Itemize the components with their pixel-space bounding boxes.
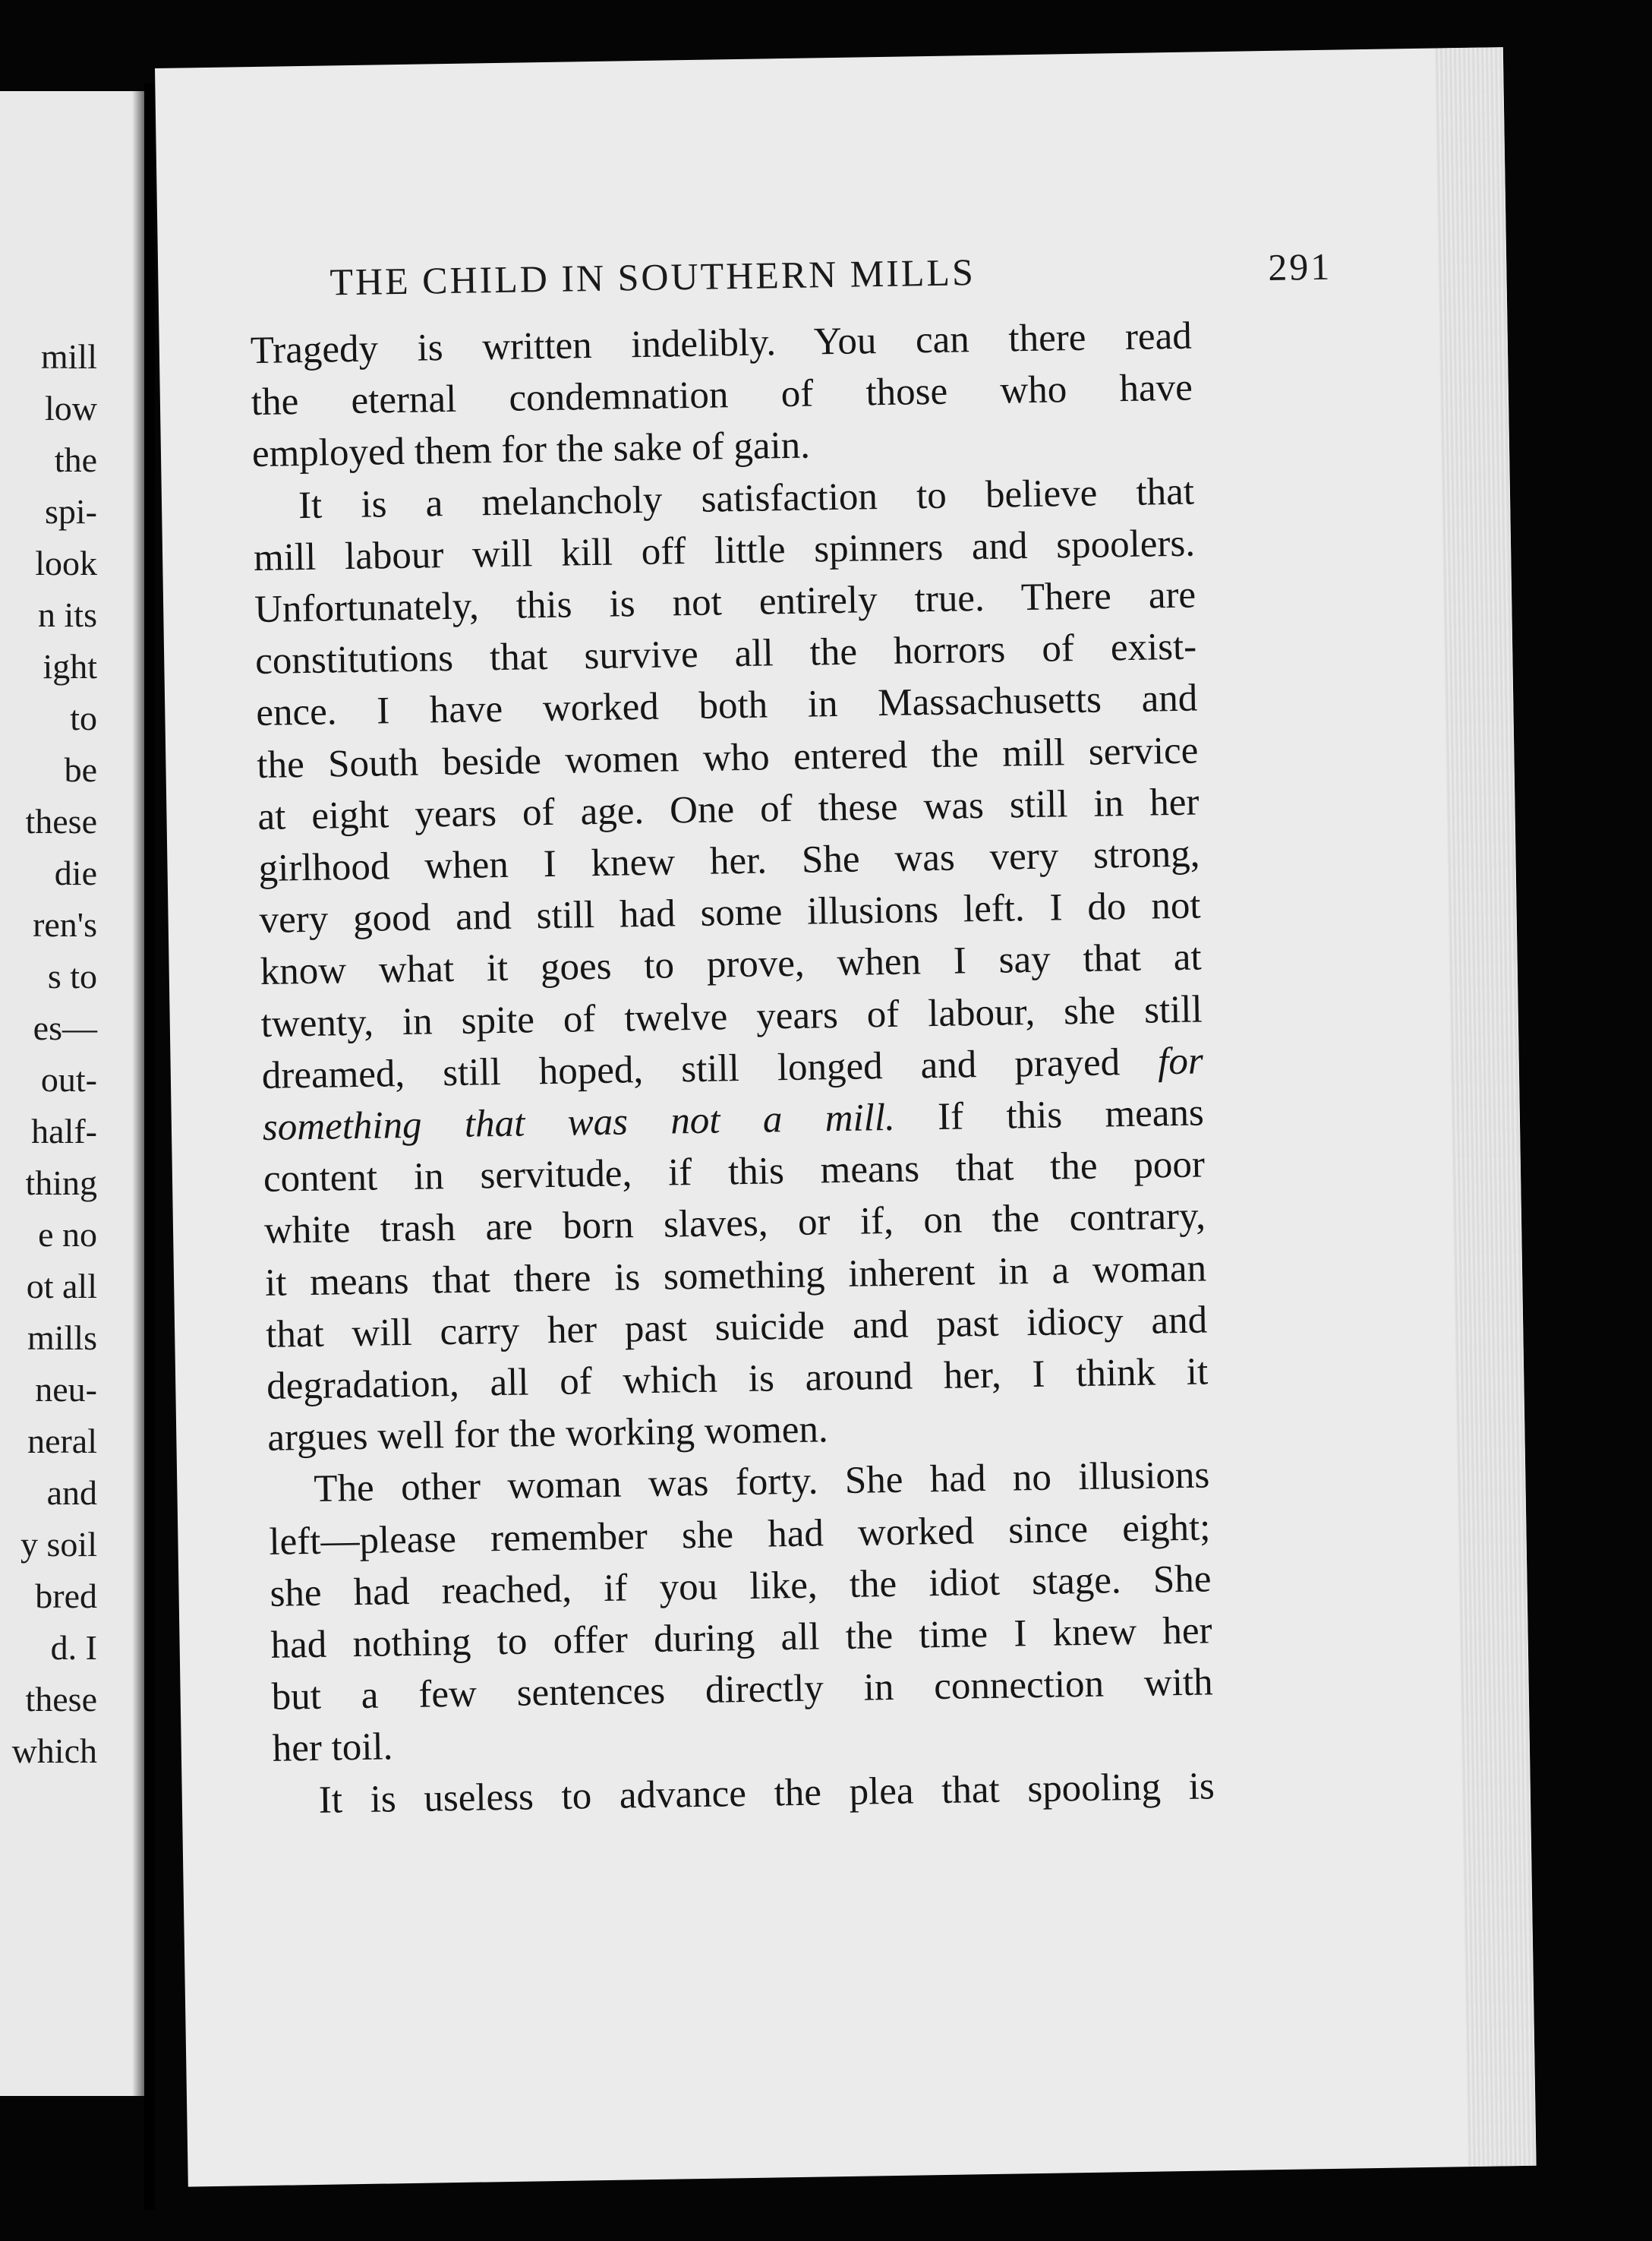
line-text: argues well for the working women. <box>266 1408 829 1460</box>
facing-page-fragment: these <box>25 802 97 841</box>
line-text: had nothing to offer during all the time I knew her <box>270 1609 1212 1667</box>
book-gutter <box>144 84 155 2210</box>
facing-page-fragment: and <box>46 1473 97 1512</box>
running-head <box>329 245 1332 305</box>
facing-page-fragment: low <box>45 389 97 428</box>
facing-page-fragment: neu- <box>35 1370 97 1409</box>
facing-page-fragment: ren's <box>33 905 97 944</box>
line-text: If this means <box>937 1091 1205 1139</box>
facing-page-fragment: look <box>35 544 97 582</box>
line-text: It is useless to advance the plea that spooling is <box>318 1765 1215 1822</box>
facing-page-text-fragments <box>12 331 97 1777</box>
line-text: The other woman was forty. She had no illusions <box>313 1453 1210 1511</box>
line-text: very good and still had some illusions left. I do not <box>259 884 1201 942</box>
facing-page-fragment: ot all <box>26 1267 97 1305</box>
facing-page-fragment: mill <box>40 337 97 376</box>
line-text: Tragedy is written indelibly. You can there read <box>250 314 1193 373</box>
facing-page-fragment: thing <box>25 1163 97 1202</box>
line-text: mill labour will kill off little spinners and spoolers. <box>253 522 1196 579</box>
facing-page-fragment: spi- <box>45 492 97 531</box>
facing-page-fragment: es— <box>33 1008 97 1047</box>
line-text: twenty, in spite of twelve years of labour, she still <box>260 988 1203 1046</box>
facing-page-fragment: mills <box>27 1318 97 1357</box>
line-text: it means that there is something inherent in a woman <box>264 1247 1207 1305</box>
line-text: employed them for the sake of gain. <box>251 424 811 476</box>
facing-page-fragment: n its <box>38 595 97 634</box>
running-head-title: THE CHILD IN SOUTHERN MILLS <box>329 251 976 304</box>
facing-page-fragment: ight <box>43 647 97 686</box>
gutter-shadow <box>132 91 144 2096</box>
line-text: that will carry her past suicide and past idiocy and <box>265 1299 1208 1356</box>
facing-page-fragment: d. I <box>50 1628 97 1667</box>
line-text: her toil. <box>272 1725 393 1771</box>
page-number: 291 <box>1267 245 1332 289</box>
facing-page-fragment: the <box>54 440 97 479</box>
facing-page-fragment: to <box>70 699 97 737</box>
line-text: It is a melancholy satisfaction to believe that <box>298 470 1195 527</box>
facing-page-fragment: e no <box>38 1215 97 1254</box>
facing-page-fragment: die <box>54 854 97 892</box>
line-text: left—please remember she had worked since eight; <box>269 1506 1211 1564</box>
page-edges <box>1435 47 1537 2167</box>
line-text: content in servitude, if this means that the poor <box>263 1143 1206 1201</box>
facing-page-fragment: out- <box>40 1060 97 1099</box>
line-text: constitutions that survive all the horrors of exist- <box>254 625 1197 683</box>
facing-page-fragment: which <box>11 1731 97 1770</box>
line-text: degradation, all of which is around her, I think it <box>266 1350 1209 1408</box>
line-text: Unfortunately, this is not entirely true. There are <box>254 573 1196 632</box>
facing-page-fragment: s to <box>47 957 97 996</box>
body-text <box>250 311 1215 1827</box>
line-text: white trash are born slaves, or if, on the contrary, <box>263 1195 1206 1253</box>
book-page <box>155 47 1537 2187</box>
line-text: dreamed, still hoped, still longed and prayed <box>261 1041 1121 1097</box>
facing-page-fragment: bred <box>35 1577 97 1615</box>
facing-page-fragment: be <box>64 750 97 789</box>
italic-phrase: for <box>1157 1040 1204 1084</box>
facing-page-fragment: y soil <box>20 1525 97 1564</box>
line-text: she had reached, if you like, the idiot stage. She <box>270 1558 1212 1615</box>
facing-page-fragment: these <box>25 1680 97 1719</box>
line-text: girlhood when I knew her. She was very strong, <box>258 832 1200 891</box>
italic-phrase: something that was not a mill. <box>262 1096 896 1149</box>
facing-page-left <box>0 91 144 2096</box>
line-text: know what it goes to prove, when I say that at <box>260 936 1203 994</box>
facing-page-fragment: half- <box>31 1112 97 1150</box>
line-text: ence. I have worked both in Massachusetts and <box>255 677 1198 735</box>
facing-page-fragment: neral <box>27 1422 97 1460</box>
line-text: but a few sentences directly in connection with <box>271 1661 1213 1719</box>
line-text: the South beside women who entered the mill service <box>256 729 1199 787</box>
line-text: the eternal condemnation of those who have <box>251 366 1193 425</box>
line-text: at eight years of age. One of these was still in her <box>257 781 1200 838</box>
